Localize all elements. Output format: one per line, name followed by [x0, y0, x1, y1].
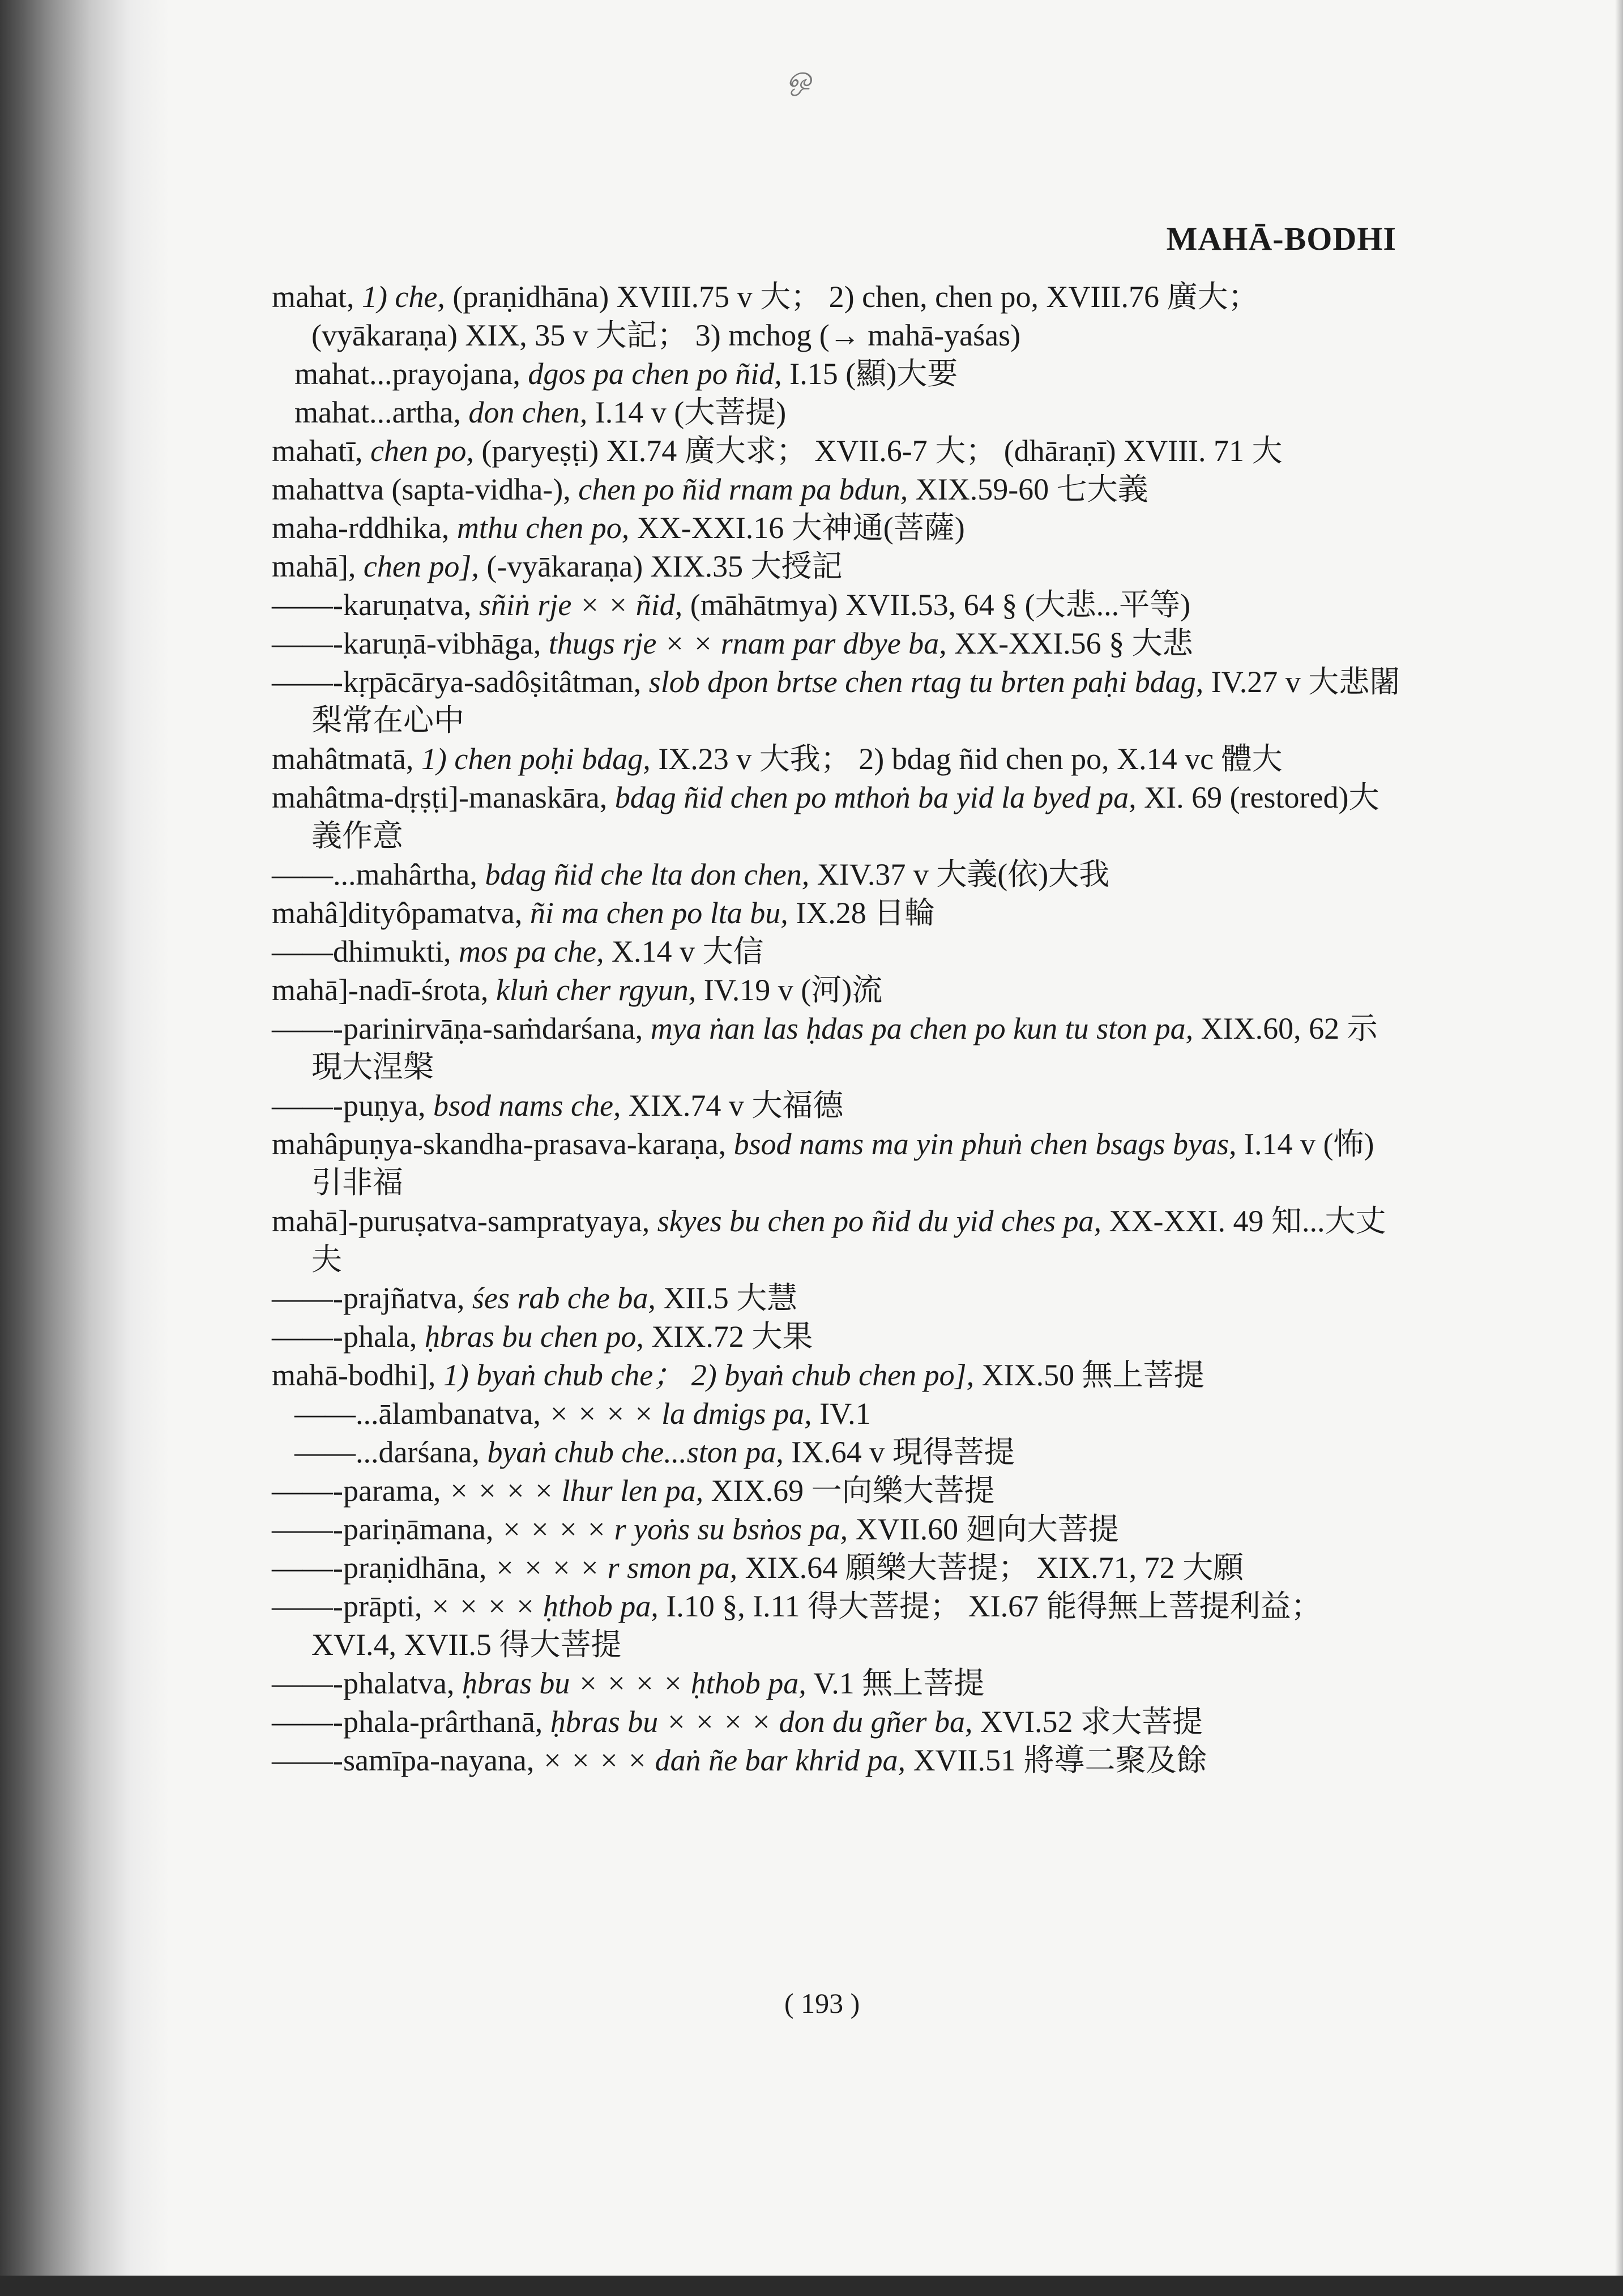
- glossary-entry: [272, 1548, 1404, 1587]
- entry-tibetan: × × × × r yoṅs su bsṅos pa,: [501, 1512, 848, 1546]
- entry-headword: ——-prajñatva,: [272, 1281, 472, 1315]
- entry-headword: ——-parinirvāṇa-saṁdarśana,: [272, 1012, 651, 1045]
- entry-references: XII.5 大慧: [655, 1281, 798, 1315]
- glossary-entry: [272, 1664, 1404, 1702]
- entry-tibetan: mya ṅan las ḥdas pa chen po kun tu ston pa,: [650, 1012, 1194, 1045]
- entry-tibetan: × × × × lhur len pa,: [448, 1474, 704, 1508]
- entry-tibetan: chen po],: [363, 549, 479, 583]
- entry-headword: mahā-bodhi],: [272, 1358, 443, 1392]
- glossary-entry: [272, 971, 1404, 1009]
- glossary-entry: [272, 393, 1404, 432]
- glossary-entry: [272, 1394, 1404, 1433]
- entry-tibetan: ḥbras bu × × × × ḥthob pa,: [462, 1666, 806, 1700]
- entry-tibetan: slob dpon brtse chen rtag tu brten paḥi bdag,: [648, 665, 1204, 699]
- entry-references: XIX.64 願樂大菩提； XIX.71, 72 大願: [737, 1551, 1244, 1585]
- entry-headword: mahat...prayojana,: [294, 357, 528, 391]
- page-binding-shadow: [0, 0, 170, 2296]
- entry-headword: mahâpuṇya-skandha-prasava-karaṇa,: [272, 1127, 734, 1161]
- entry-headword: maha-rddhika,: [272, 511, 457, 545]
- glossary-entry: [272, 1702, 1404, 1741]
- glossary-entry: [272, 1279, 1404, 1317]
- entry-tibetan: dgos pa chen po ñid,: [528, 357, 782, 391]
- glossary-entry: [272, 1317, 1404, 1356]
- glossary-entry: [272, 586, 1404, 624]
- entry-tibetan: chen po ñid rnam pa bdun,: [578, 472, 908, 506]
- entry-headword: mahatī,: [272, 434, 370, 468]
- glossary-entry: [272, 894, 1404, 932]
- entry-headword: mahā]-nadī-śrota,: [272, 973, 496, 1007]
- entry-headword: mahā],: [272, 549, 364, 583]
- entry-references: IX.28 日輪: [788, 896, 936, 930]
- entry-headword: ——...darśana,: [294, 1435, 488, 1469]
- entry-tibetan: 1) byaṅ chub che； 2) byaṅ chub chen po],: [443, 1358, 975, 1392]
- entry-references: XIX.72 大果: [643, 1320, 813, 1354]
- glossary-entry: [272, 509, 1404, 547]
- glossary-entry: [272, 1356, 1404, 1394]
- entry-headword: mahat...artha,: [294, 395, 469, 429]
- entry-tibetan: bsod nams ma yin phuṅ chen bsags byas,: [733, 1127, 1237, 1161]
- entry-references: IV.1: [812, 1397, 871, 1431]
- entry-headword: ——-parama,: [272, 1474, 449, 1508]
- entry-headword: mahâtma-dṛṣṭi]-manaskāra,: [272, 780, 615, 814]
- entry-tibetan: ḥbras bu × × × × don du gñer ba,: [550, 1705, 973, 1739]
- glossary-entry: [272, 740, 1404, 778]
- entry-tibetan: ñi ma chen po lta bu,: [529, 896, 788, 930]
- glossary-entry: [272, 1202, 1404, 1279]
- entry-references: XIX.50 無上菩提: [974, 1358, 1205, 1392]
- entry-headword: ——...mahârtha,: [272, 857, 485, 891]
- entry-headword: ——-phala,: [272, 1320, 425, 1354]
- entry-tibetan: × × × × ḥthob pa,: [429, 1589, 659, 1623]
- glossary-entry: [272, 932, 1404, 971]
- glossary-entry: [272, 624, 1404, 663]
- entry-tibetan: × × × × r smon pa,: [494, 1551, 738, 1585]
- entry-tibetan: × × × × daṅ ñe bar khrid pa,: [541, 1743, 906, 1777]
- glossary-entry: [272, 355, 1404, 393]
- entry-headword: ——-karuṇatva,: [272, 588, 479, 622]
- entry-tibetan: byaṅ chub che...ston pa,: [487, 1435, 784, 1469]
- entry-tibetan: 1) che,: [361, 280, 445, 314]
- glossary-entry: [272, 1433, 1404, 1471]
- entry-headword: ——-pariṇāmana,: [272, 1512, 501, 1546]
- entry-tibetan: mos pa che,: [459, 934, 604, 968]
- entry-references: XIX.74 v 大福德: [621, 1089, 844, 1123]
- entry-references: (praṇidhāna) XVIII.75 v 大； 2) chen, chen po, XVIII.76 廣大； (vyākaraṇa) XIX, 35 v 大記； 3) mchog (→ mahā-yaśas): [311, 280, 1259, 352]
- entry-tibetan: śes rab che ba,: [472, 1281, 656, 1315]
- entry-tibetan: ḥbras bu chen po,: [424, 1320, 644, 1354]
- entry-references: IV.27 v 大悲闍梨常在心中: [311, 665, 1400, 737]
- top-mark: ஒ: [787, 62, 812, 94]
- entry-headword: mahattva (sapta-vidha-),: [272, 472, 579, 506]
- entry-headword: mahat,: [272, 280, 362, 314]
- entry-references: X.14 v 大信: [604, 934, 764, 968]
- running-head: MAHĀ-BODHI: [1166, 220, 1396, 257]
- glossary-entry: [272, 278, 1404, 355]
- glossary-entry: [272, 547, 1404, 586]
- entry-headword: ——...ālambanatva,: [294, 1397, 549, 1431]
- entry-headword: ——-karuṇā-vibhāga,: [272, 626, 549, 660]
- glossary-entry: [272, 1086, 1404, 1125]
- scan-bottom-edge: [0, 2276, 1623, 2296]
- entry-headword: ——-phala-prârthanā,: [272, 1705, 550, 1739]
- glossary-entry: [272, 1587, 1404, 1664]
- entry-references: XIX.60, 62 示現大涅槃: [311, 1012, 1378, 1084]
- entry-tibetan: don chen,: [468, 395, 588, 429]
- entry-references: XIX.59-60 七大義: [908, 472, 1148, 506]
- glossary-entry: [272, 663, 1404, 740]
- entry-references: IV.19 v (河)流: [696, 973, 883, 1007]
- glossary-entry: [272, 778, 1404, 855]
- entry-references: XVII.60 廻向大菩提: [848, 1512, 1119, 1546]
- entry-references: I.14 v (大菩提): [587, 395, 787, 429]
- entry-references: IX.23 v 大我； 2) bdag ñid chen po, X.14 vc 體大: [650, 742, 1283, 776]
- entry-references: V.1 無上菩提: [806, 1666, 985, 1700]
- entry-references: (-vyākaraṇa) XIX.35 大授記: [479, 549, 843, 583]
- entry-references: XX-XXI.16 大神通(菩薩): [629, 511, 965, 545]
- glossary-entry: [272, 432, 1404, 470]
- page-edge-shadow: [1615, 0, 1623, 2296]
- entry-tibetan: 1) chen poḥi bdag,: [421, 742, 651, 776]
- entry-tibetan: skyes bu chen po ñid du yid ches pa,: [657, 1204, 1101, 1238]
- entry-headword: mahâtmatā,: [272, 742, 421, 776]
- entry-tibetan: bsod nams che,: [433, 1089, 621, 1123]
- entry-headword: mahâ]dityôpamatva,: [272, 896, 530, 930]
- entry-headword: ——-puṇya,: [272, 1089, 433, 1123]
- entry-references: XI. 69 (restored)大義作意: [311, 780, 1379, 853]
- entry-headword: ——-prāpti,: [272, 1589, 430, 1623]
- entry-headword: ——-praṇidhāna,: [272, 1551, 494, 1585]
- entry-tibetan: kluṅ cher rgyun,: [496, 973, 697, 1007]
- entry-tibetan: mthu chen po,: [456, 511, 630, 545]
- entry-references: I.14 v (怖)引非福: [311, 1127, 1374, 1200]
- entry-tibetan: bdag ñid chen po mthoṅ ba yid la byed pa,: [614, 780, 1137, 814]
- glossary-entry: [272, 1471, 1404, 1510]
- glossary-entries: [272, 278, 1404, 1779]
- page-number: ( 193 ): [784, 1987, 860, 2019]
- glossary-entry: [272, 855, 1404, 894]
- entry-headword: ——-kṛpācārya-sadôṣitâtman,: [272, 665, 649, 699]
- entry-references: (paryeṣṭi) XI.74 廣大求； XVII.6-7 大； (dhāraṇī) XVIII. 71 大: [473, 434, 1283, 468]
- entry-references: (māhātmya) XVII.53, 64 § (大悲...平等): [682, 588, 1191, 622]
- entry-tibetan: bdag ñid che lta don chen,: [485, 857, 810, 891]
- entry-headword: ——dhimukti,: [272, 934, 459, 968]
- entry-references: I.10 §, I.11 得大菩提； XI.67 能得無上菩提利益； XVI.4, XVII.5 得大菩提: [311, 1589, 1322, 1662]
- glossary-entry: [272, 1510, 1404, 1548]
- entry-references: XVI.52 求大菩提: [972, 1705, 1203, 1739]
- entry-headword: ——-samīpa-nayana,: [272, 1743, 542, 1777]
- entry-tibetan: chen po,: [370, 434, 474, 468]
- glossary-entry: [272, 1009, 1404, 1086]
- entry-tibetan: thugs rje × × rnam par dbye ba,: [548, 626, 947, 660]
- entry-headword: ——-phalatva,: [272, 1666, 462, 1700]
- glossary-entry: [272, 1741, 1404, 1779]
- glossary-entry: [272, 1125, 1404, 1202]
- entry-references: IX.64 v 現得菩提: [783, 1435, 1015, 1469]
- entry-references: XIV.37 v 大義(依)大我: [809, 857, 1110, 891]
- entry-references: XX-XXI.56 § 大悲: [946, 626, 1193, 660]
- entry-tibetan: sñiṅ rje × × ñid,: [479, 588, 683, 622]
- entry-tibetan: × × × × la dmigs pa,: [548, 1397, 812, 1431]
- entry-headword: mahā]-puruṣatva-sampratyaya,: [272, 1204, 657, 1238]
- glossary-entry: [272, 470, 1404, 509]
- entry-references: XX-XXI. 49 知...大丈夫: [311, 1204, 1386, 1277]
- entry-references: I.15 (顯)大要: [781, 357, 958, 391]
- entry-references: XIX.69 一向樂大菩提: [703, 1474, 995, 1508]
- entry-references: XVII.51 將導二聚及餘: [906, 1743, 1207, 1777]
